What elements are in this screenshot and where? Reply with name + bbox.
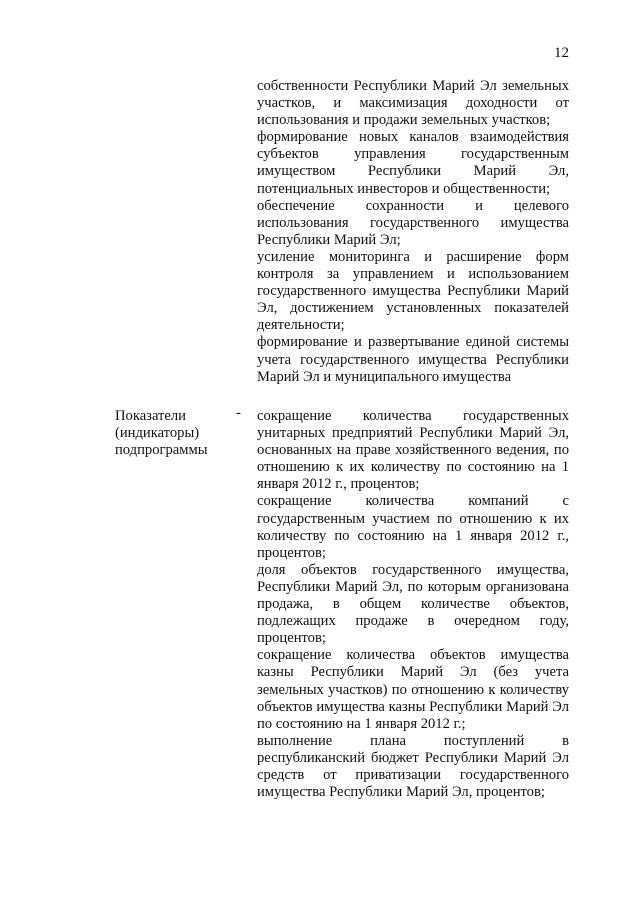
goal-item: собственности Республики Марий Эл земельных участков, и максимизация доходности от использования и продажи земельных участков; (257, 78, 569, 129)
page-number: 12 (554, 45, 569, 61)
indicator-item: выполнение плана поступлений в республиканский бюджет Республики Марий Эл средств от приватизации государственного имущества Республики Марий Эл, процентов; (257, 732, 569, 801)
indicators-label (115, 408, 245, 459)
goal-item: обеспечение сохранности и целевого использования государственного имущества Республики Марий Эл; (257, 197, 569, 248)
indicators-label-line: (индикаторы) (115, 425, 200, 442)
goal-item: усиление мониторинга и расширение форм контроля за управлением и использованием государственного имущества Республики Марий Эл, достижением установленных показателей деятельности; (257, 248, 569, 334)
goal-item: формирование и развертывание единой системы учета государственного имущества Республики Марий Эл и муниципального имущества (257, 334, 569, 385)
indicator-item: доля объектов государственного имущества, Республики Марий Эл, по которым организована продажа, в общем количестве объектов, подлежащих продаже в очередном году, процентов; (257, 561, 569, 647)
indicator-item: сокращение количества компаний с государственным участием по отношению к их количеству по состоянию на 1 января 2012 г., процентов; (257, 493, 569, 561)
indicator-item: сокращение количества государственных унитарных предприятий Республики Марий Эл, основанных на праве хозяйственного ведения, по отношению к их количеству по состоянию на 1 января 2012 г., процентов; (257, 408, 569, 493)
indicator-item: сокращение количества объектов имущества казны Республики Марий Эл (без учета земельных участков) по отношению к количеству объектов имущества казны Республики Марий Эл по состоянию на 1 января 2012 г.; (257, 647, 569, 732)
indicators-label-line: Показатели (115, 408, 186, 424)
goal-item: формирование новых каналов взаимодействия субъектов управления государственным имуществом Республики Марий Эл, потенциальных инвесторов и общественности; (257, 129, 569, 197)
separator-dash: - (236, 405, 241, 421)
goals-block (257, 78, 569, 386)
indicators-block (257, 408, 569, 801)
indicators-label-line: подпрограммы (115, 442, 208, 459)
